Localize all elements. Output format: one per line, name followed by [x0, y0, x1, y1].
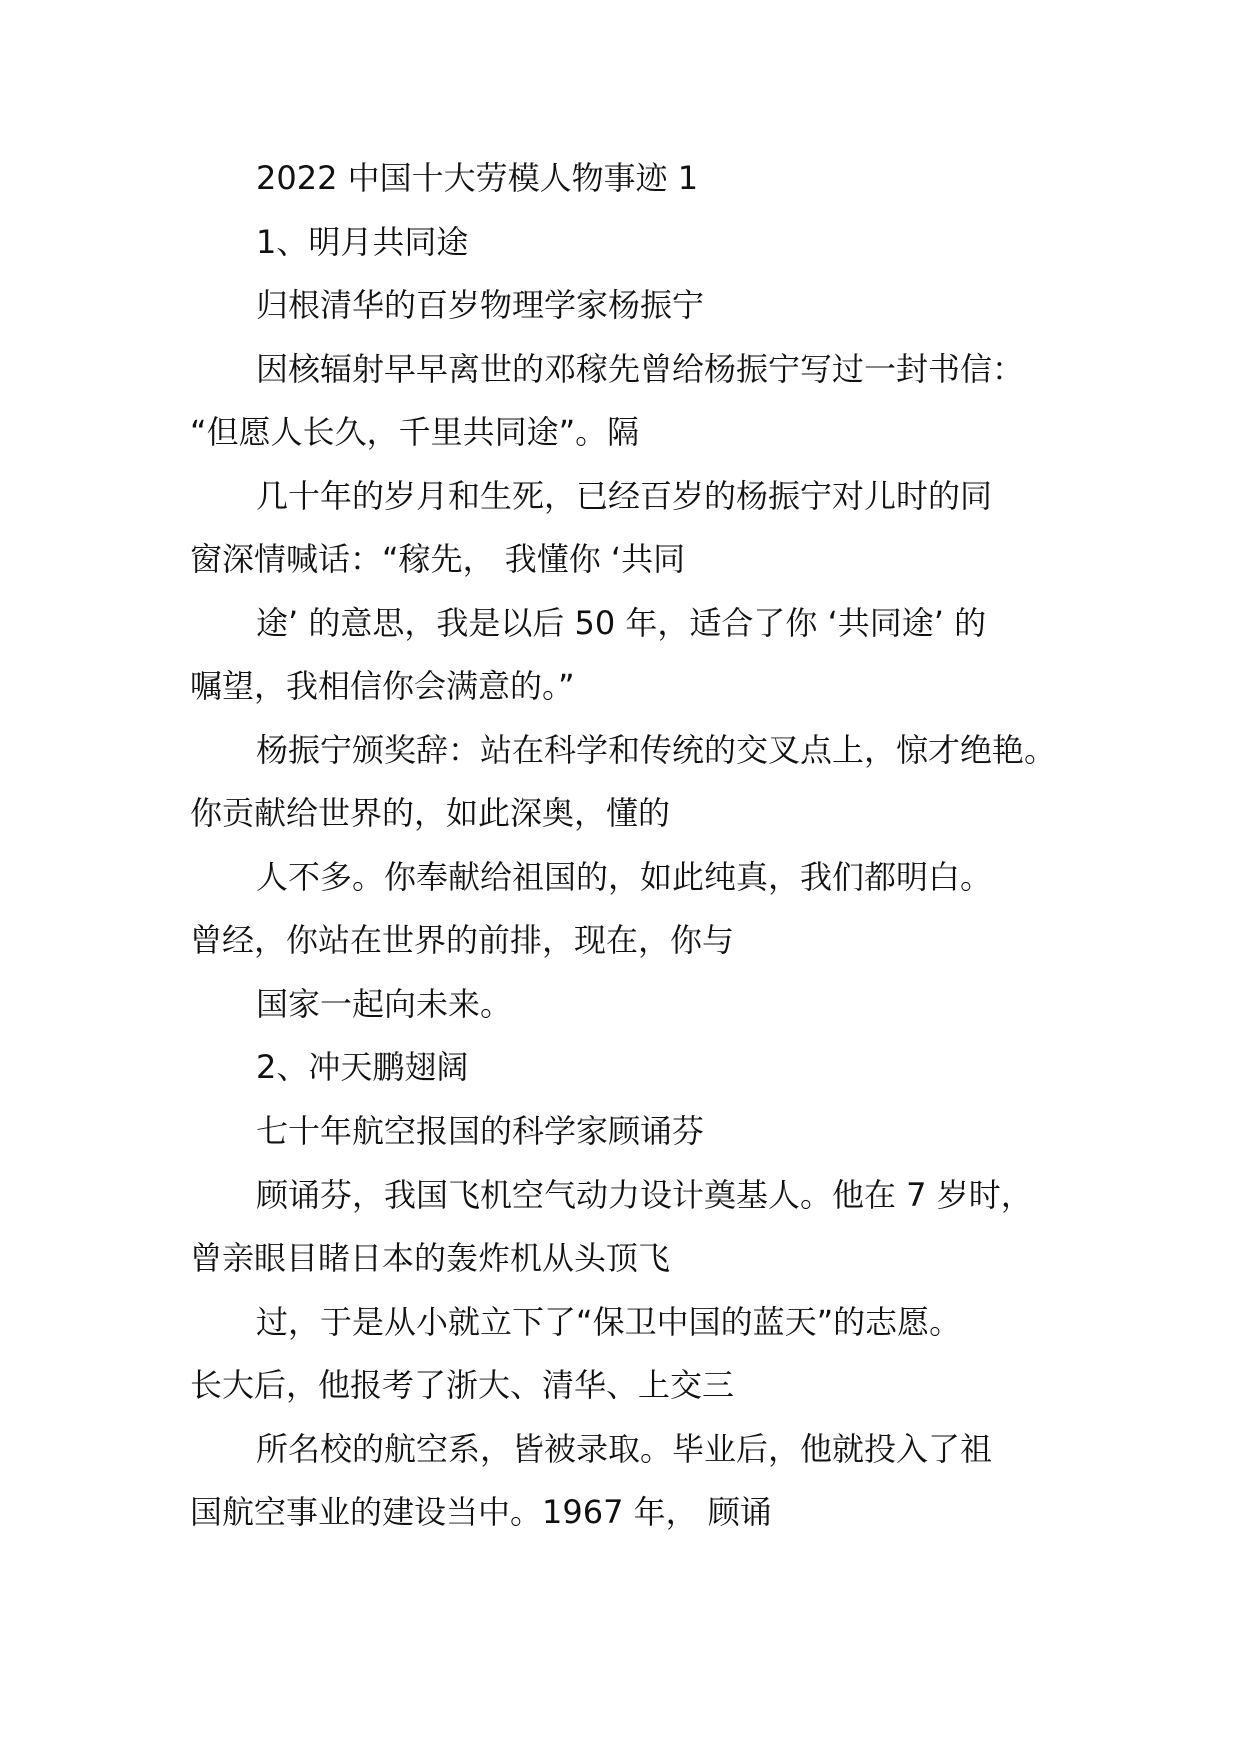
- body-line: 所名校的航空系，皆被录取。毕业后，他就投入了祖: [256, 1430, 993, 1468]
- body-line: 人不多。你奉献给祖国的，如此纯真，我们都明白。: [256, 858, 993, 896]
- body-line: 国家一起向未来。: [256, 985, 513, 1023]
- document-title: 2022 中国十大劳模人物事迹 1: [256, 159, 699, 197]
- section-subtitle-2: 七十年航空报国的科学家顾诵芬: [256, 1112, 705, 1150]
- body-line: 嘱望，我相信你会满意的。”: [190, 667, 575, 705]
- body-line: “但愿人长久，千里共同途”。隔: [190, 413, 640, 451]
- body-line: 杨振宁颁奖辞：站在科学和传统的交叉点上，惊才绝艳。: [256, 731, 1057, 769]
- body-line: 窗深情喊话：“稼先， 我懂你 ‘共同: [190, 540, 686, 578]
- body-line: 曾经，你站在世界的前排，现在，你与: [190, 921, 735, 959]
- section-heading-2: 2、冲天鹏翅阔: [256, 1048, 469, 1086]
- body-line: 几十年的岁月和生死，已经百岁的杨振宁对儿时的同: [256, 477, 993, 515]
- body-line: 你贡献给世界的，如此深奥，懂的: [190, 794, 671, 832]
- body-line: 国航空事业的建设当中。1967 年， 顾诵: [190, 1493, 772, 1531]
- body-line: 顾诵芬，我国飞机空气动力设计奠基人。他在 7 岁时，: [256, 1176, 1033, 1214]
- body-line: 因核辐射早早离世的邓稼先曾给杨振宁写过一封书信：: [256, 350, 1025, 388]
- body-line: 途’ 的意思，我是以后 50 年，适合了你 ‘共同途’ 的: [256, 604, 987, 642]
- body-line: 曾亲眼目睹日本的轰炸机从头顶飞: [190, 1239, 671, 1277]
- body-line: 过，于是从小就立下了“保卫中国的蓝天”的志愿。: [256, 1303, 962, 1341]
- section-subtitle-1: 归根清华的百岁物理学家杨振宁: [256, 286, 705, 324]
- body-line: 长大后，他报考了浙大、清华、上交三: [190, 1366, 735, 1404]
- section-heading-1: 1、明月共同途: [256, 223, 469, 261]
